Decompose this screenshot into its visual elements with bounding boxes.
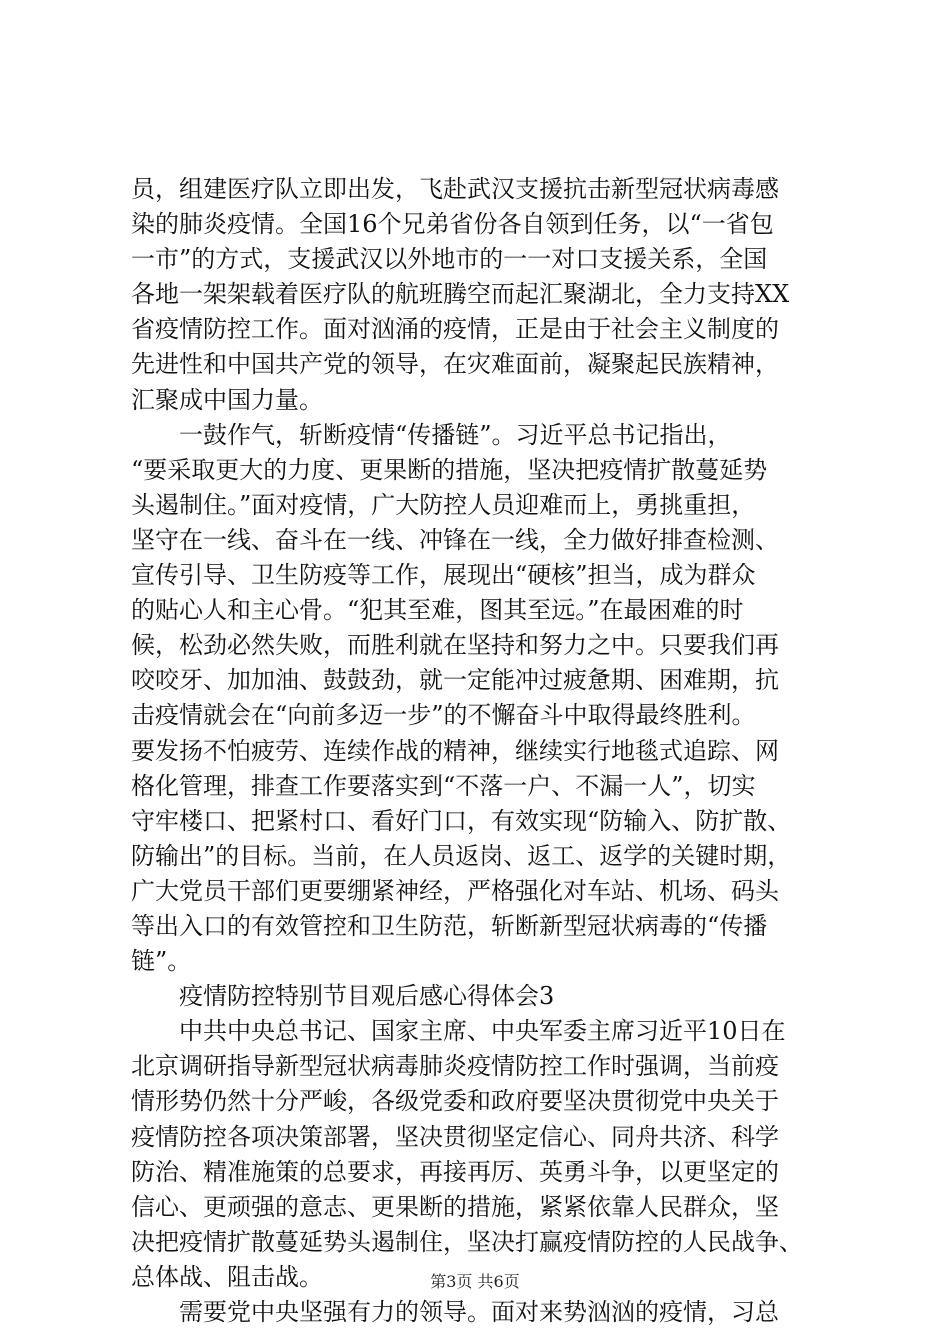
text-line: “要采取更大的力度、更果断的措施，坚决把疫情扩散蔓延势: [131, 455, 768, 484]
text-line: 一市”的方式，支援武汉以外地市的一一对口支援关系，全国: [131, 245, 768, 274]
text-line: 广大党员干部们更要绷紧神经，严格强化对车站、机场、码头: [131, 876, 779, 905]
text-line: 链”。: [131, 947, 192, 976]
text-line: 疫情防控特别节目观后感心得体会3: [131, 982, 555, 1011]
text-line: 北京调研指导新型冠状病毒肺炎疫情防控工作时强调，当前疫: [131, 1052, 779, 1081]
text-line: 汇聚成中国力量。: [131, 385, 323, 414]
text-line: 击疫情就会在“向前多迈一步”的不懈奋斗中取得最终胜利。: [131, 701, 756, 730]
text-line: 总体战、阻击战。: [131, 1262, 323, 1291]
text-line: 信心、更顽强的意志、更果断的措施，紧紧依靠人民群众，坚: [131, 1192, 779, 1221]
text-line: 宣传引导、卫生防疫等工作，展现出“硬核”担当，成为群众: [131, 561, 756, 590]
text-line: 先进性和中国共产党的领导，在灾难面前，凝聚起民族精神，: [131, 350, 779, 379]
text-line: 员，组建医疗队立即出发，飞赴武汉支援抗击新型冠状病毒感: [131, 175, 779, 203]
text-line: 需要党中央坚强有力的领导。面对来势汹汹的疫情，习总: [131, 1298, 779, 1326]
text-line: 防治、精准施策的总要求，再接再厉、英勇斗争，以更坚定的: [131, 1157, 779, 1186]
text-line: 候，松劲必然失败，而胜利就在坚持和努力之中。只要我们再: [131, 631, 779, 660]
text-line: 防输出”的目标。当前，在人员返岗、返工、返学的关键时期，: [131, 841, 792, 870]
text-line: 守牢楼口、把紧村口、看好门口，有效实现“防输入、防扩散、: [131, 806, 792, 835]
text-line: 决把疫情扩散蔓延势头遏制住，坚决打赢疫情防控的人民战争、: [131, 1227, 803, 1256]
text-line: 等出入口的有效管控和卫生防范，斩断新型冠状病毒的“传播: [131, 911, 768, 940]
text-line: 咬咬牙、加加油、鼓鼓劲，就一定能冲过疲惫期、困难期，抗: [131, 666, 779, 695]
text-line: 格化管理，排查工作要落实到“不落一户、不漏一人”，切实: [131, 771, 756, 800]
text-line: 的贴心人和主心骨。“犯其至难，图其至远。”在最困难的时: [131, 596, 744, 625]
text-line: 一鼓作气，斩断疫情“传播链”。习近平总书记指出，: [131, 420, 732, 449]
text-line: 要发扬不怕疲劳、连续作战的精神，继续实行地毯式追踪、网: [131, 736, 779, 765]
text-line: 染的肺炎疫情。全国16个兄弟省份各自领到任务，以“一省包: [131, 210, 774, 239]
text-line: 头遏制住。”面对疫情，广大防控人员迎难而上，勇挑重担，: [131, 490, 756, 519]
text-line: 中共中央总书记、国家主席、中央军委主席习近平10日在: [131, 1017, 786, 1046]
text-line: 省疫情防控工作。面对汹涌的疫情，正是由于社会主义制度的: [131, 315, 779, 344]
page-footer: 第3页 共6页: [430, 1272, 520, 1291]
text-line: 坚守在一线、奋斗在一线、冲锋在一线，全力做好排查检测、: [131, 525, 779, 554]
document-body: [131, 172, 831, 1330]
text-line: 疫情防控各项决策部署，坚决贯彻坚定信心、同舟共济、科学: [131, 1122, 779, 1151]
text-line: 各地一架架载着医疗队的航班腾空而起汇聚湖北，全力支持XX: [131, 280, 790, 309]
text-line: 情形势仍然十分严峻，各级党委和政府要坚决贯彻党中央关于: [131, 1087, 779, 1116]
